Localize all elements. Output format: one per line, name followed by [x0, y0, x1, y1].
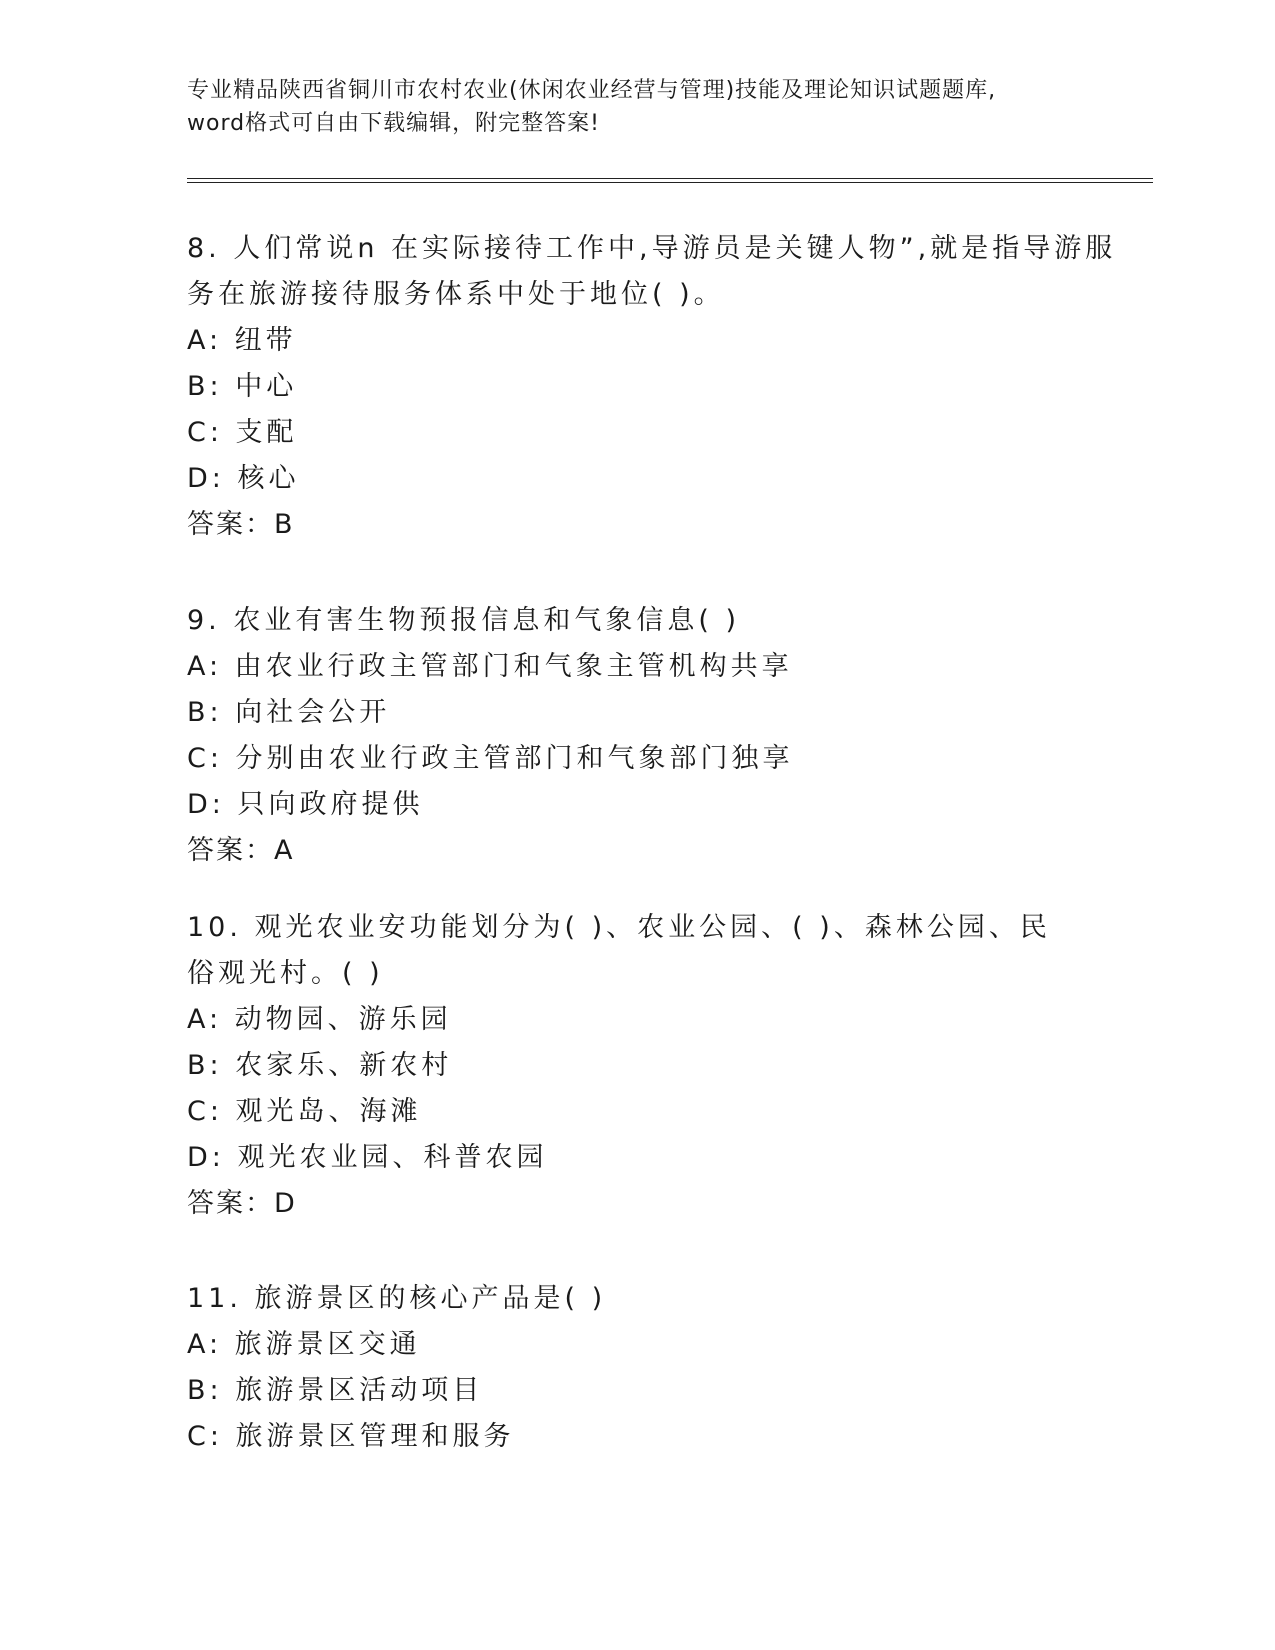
option-a: A: 旅游景区交通	[187, 1329, 421, 1360]
question-stem-line: 俗观光村。( )	[187, 958, 384, 989]
option-c: C: 支配	[187, 417, 298, 448]
question-9	[187, 598, 1107, 874]
option-d: D: 观光农业园、科普农园	[187, 1142, 548, 1173]
question-stem	[187, 598, 1107, 644]
answer-text: 答案：D	[187, 1188, 297, 1219]
question-stem-line: 务在旅游接待服务体系中处于地位( )。	[187, 279, 725, 310]
question-11	[187, 1276, 1107, 1460]
question-stem-line: 8. 人们常说n 在实际接待工作中,导游员是关键人物”,就是指导游服	[187, 233, 1117, 264]
question-stem-line: 11. 旅游景区的核心产品是( )	[187, 1283, 607, 1314]
question-stem	[187, 905, 1107, 997]
option-c: C: 旅游景区管理和服务	[187, 1421, 515, 1452]
header-divider	[187, 178, 1153, 183]
question-stem-line: 10. 观光农业安功能划分为( )、农业公园、( )、森林公园、民	[187, 912, 1051, 943]
option-c: C: 分别由农业行政主管部门和气象部门独享	[187, 743, 794, 774]
option-a: A: 动物园、游乐园	[187, 1004, 452, 1035]
option-a: A: 由农业行政主管部门和气象主管机构共享	[187, 651, 793, 682]
header-subtitle-line: word格式可自由下载编辑，附完整答案!	[187, 111, 600, 136]
question-stem	[187, 226, 1117, 318]
answer-text: 答案：A	[187, 835, 295, 866]
option-d: D: 只向政府提供	[187, 789, 424, 820]
option-d: D: 核心	[187, 463, 300, 494]
question-stem	[187, 1276, 1107, 1322]
option-a: A: 纽带	[187, 325, 297, 356]
question-10	[187, 905, 1107, 1227]
question-stem-line: 9. 农业有害生物预报信息和气象信息( )	[187, 605, 740, 636]
question-8	[187, 226, 1117, 548]
document-header	[187, 74, 1087, 140]
option-b: B: 农家乐、新农村	[187, 1050, 453, 1081]
option-b: B: 向社会公开	[187, 697, 391, 728]
option-b: B: 旅游景区活动项目	[187, 1375, 484, 1406]
answer-text: 答案：B	[187, 509, 295, 540]
option-c: C: 观光岛、海滩	[187, 1096, 422, 1127]
option-b: B: 中心	[187, 371, 298, 402]
header-title-line: 专业精品陕西省铜川市农村农业(休闲农业经营与管理)技能及理论知识试题题库,	[187, 78, 997, 103]
